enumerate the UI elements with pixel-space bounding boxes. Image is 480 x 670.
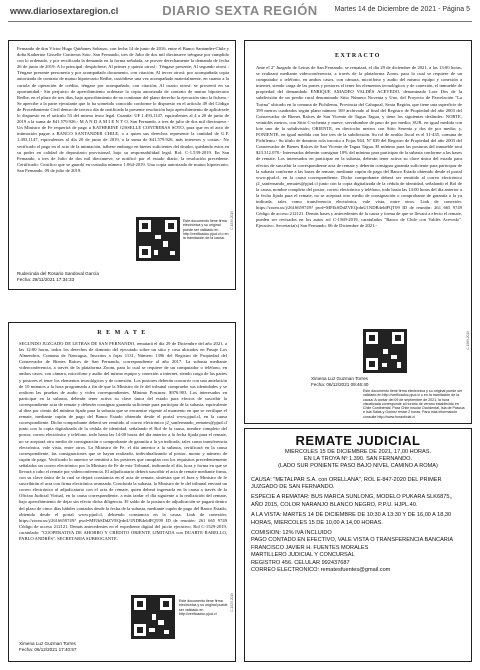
ad-payment: PAGO CONTADO EN EFECTIVO, VALE VISTA O TRANSFERENCIA BANCARIA [251, 537, 454, 544]
signer-block [311, 376, 441, 387]
notice-extracto [244, 40, 472, 424]
masthead [0, 0, 480, 24]
signer-date: Fecha: 06/12/2021 17:40:57 [19, 646, 77, 652]
ad-registry-phone: REGISTRO 456. CELULAR 992437687 [251, 559, 350, 566]
signature-note: Este documento tiene firma electrónica y su original puede ser validado en http://verificadoc.pjud.cl o en la tramitación de la causa. A contar del 09 de septiembre de 2021, la hora visualizada corresponde al horario de verano establecido en Chile Continental. Para Chile Insular Occidental, Isla de Pascua e Isla Salas y Gómez restar 2 horas. Para más información consulte http://www.horaoficial.cl [363, 389, 465, 419]
ad-item: ESPECIE A REMATAR: BUS MARCA SUNLONG, MODELO PUKARA SLK6875,, AÑO 2015, COLOR NARANJO BLANCO NEGRO, P.P.U. HJPL.40. [251, 494, 453, 508]
ad-details [251, 477, 465, 575]
signer-name: Rudecinda del Rosario Sandoval García [17, 271, 99, 276]
extracto-heading: EXTRACTO [335, 53, 381, 59]
qr-code-icon [363, 329, 407, 373]
signer-name: Ximena Luz Guzman Torres [19, 641, 76, 646]
extracto-body: Ante el 2º Juzgado de Letras de San Fernando, se rematará, el día 29 de diciembre de 2021, a las 13:00 horas, se realizará mediante videoconferencia, a través de la plataforma Zoom, para lo cual se requiere de un computador o teléfono, en ambos casos, con cámara, micrófono y audio del mismo equipo y conexión a internet, siendo carga de las partes y postores el tener los elementos tecnológicos y de conexión, el inmueble de propiedad del demandado ENRIQUE AMADEO VALDÉS ACEVEDO, denominado Lote Dos de la subdivisión de un predio rural denominado Sitio Número Noventa y Uno, del Proyecto de Parcelación "La Torina" ubicado en la comuna de Pichilemu, Provincia del Cahapoal, Sexta Región, que tiene una superficie de 399 metros cuadrados según plano número 169 archivado al final del Registro de Propiedad del año 2003 del Conservador de Bienes Raíces de San Vicente de Tagua Tagua, y tiene los siguientes deslindes: NORTE, veintidós metros, con Sitio C-ochenta y nueve, servidumbre de paso de por medio; SUR, en igual medida con lote uno de la subdivisión; ORIENTE, en dieciocho metros con Sitio Sesenta y dos de por medio; y, PONIENTE, en igual medida con lote tres de la subdivisión. Su rol de avalúo fiscal es el 31-435, comuna de Pichilemu.- Su título de dominio rola inscrito a Fojas 944, Nº 839 del Registro de Propiedad del año 2003 del Conservador de Bienes Raíces de San Vicente de Tagua Tagua. El mínimo para las posturas del inmueble será $23.312.078.- Interesados deberán consignar 10% del mínimo para participar de la subasta conforme a las bases de remate. Los interesados en participar en la subasta, deberán tener activa su clave única del estado para efectos de suscribir la correspondiente acta de remate y deberán consignar garantía suficiente para participar de la subasta conforme a las bases de remate, mediante cupón de pago del Banco Estado obtenido desde el portal www.pjud.cl, en la causa correspondiente. Dicho comprobante deberá ser remitido al correo electrónico j2_sanfernando_remates@pjud.cl junto con la copia digitalizada de la cédula de identidad, señalando el Rol de la causa, nombre completo del postor, correo electrónico y teléfono, todo hasta las 14:00 horas del día anterior a la fecha fijada para el remate, no se aceptará otro medio de consignación o comprobante de garantía a la ya indicada, tales como transferencia electrónica, vale vista, entre otros. Link de conexión: https://zoom.us/j/2616659749? pwd=MFJkSDdZVEQrdnU1NDB4eldFQT09 ID de reunión: 261 665 9749 Código de acceso 212121. Demás bases y antecedentes de la causa y forma de que se llevará a efecto el remate, pueden ser revisados en los autos rol C-1569-2019, caratulados "Banco de Chile con Valdés Acevedo". Ejecutivo. Secretaría(s) San Fernando, 06 de Diciembre de 2021.- [256, 65, 462, 229]
remate-body: SEGUNDO JUZGADO DE LETRAS DE SAN FERNANDO, rematará el día 29 de Diciembre del año 2021, a las 12:00 horas, todos los derechos de dominio del ejecutado sobre un sitio y casa ubicados en Pasaje Los Almendros, Comuna de Nancagua, Inscritos a fojas 1131, Número 1396 del Registro de Propiedad del Conservador de Bienes Raíces de San Fernando, correspondiente al año 2017. La subasta mediante videoconferencia, a través de la plataforma Zoom, para lo cual se requiere de un computador o teléfono, en ambos casos, con cámara, micrófono y audio del mismo equipo y conexión a internet, siendo carga de las partes y postores el tener los elementos tecnológicos y de conexión. Los postores deberán concurrir con una antelación de 10 minutos a la hora programada a fin de que la Ministro de fe del tribunal compruebe sus identidades y se realicen las pruebas de audio y video correspondientes. Mínimo Posturas: $976.903. Los interesados en participar en la subasta, deberán tener activa su clave única del estado para efectos de suscribir la correspondiente acta de remate y deberán consignar garantía suficiente para participar de la subasta, equivalente al diez por ciento del mínimo fijado para la subasta que se encuentre vigente al momento en que se verifique el remate, mediante cupón de pago del Banco Estado obtenido desde el portal www.pjud.cl, en la causa correspondiente. Dicho comprobante deberá ser remitido al correo electrónico j2_sanfernando_remates@pjud.cl junto con la copia digitalizada de la cédula de identidad, señalando el Rol de la causa, nombre completo del postor, correo electrónico y teléfono, todo hasta las 14:00 horas del día anterior a la fecha fijada para el remate, no se aceptará otro medio de consignación o comprobante de garantía a la ya indicada, tales como transferencia electrónica, vale vista, entre otros. La Ministro de Fe, el día anterior a la subasta, certificará en la causa correspondiente, las consignaciones que se hayan realizado, individualizando al postor, monto y número de cupón de pago. Verificado lo anterior se remitirá a los postores que cumplan con los requisitos precedentemente señalados un correo electrónico por la Ministro de Fe de este Tribunal, indicando el día, hora y forma en que se llevará a cabo el remate por videoconferencia. El adjudicatario deberá suscribir el acta de remate mediante firma, con su clave única de la cual se dejará constancia en el acta de remate, siniestra que el Juez y Ministro de fe suscribirán el acta con firma electrónica avanzada. Concluida la subasta, la Ministro de fe del tribunal enviará un correo electrónico al adjudicatario con el acta de remate, quien deberá ingresarla en la causa a través de la Oficina Judicial Virtual, en la causa correspondiente, a más tardar el día siguiente a la realización del remate, bajo apercibimiento de dejar sin efecto dicha diligencia. El saldo de la postura de adjudicación se pagará dentro del plazo de cinco días hábiles contados desde la fecha de la subasta, mediante cupón de pago del Banco Estado, obtenido desde el portal www.pjud.cl, debiendo constancia en la causa. Link de conexión: https://zoom.us/j/2616659749? pwd=MFJkSDdZVEQrdnU1NDB4eldFQT09 ID de reunión: 261 665 9749 Código de acceso 212121. Demás antecedentes en el expediente digital del juicio ejecutivo, Rol C-1529-2019, caratulado: "COOPERATIVA DE AHORRO Y CRÉDITO ORIENTE LIMITADA con DUARTE RABELLO, PABLO ANDRÉS". SECRETARIA SUBROGANTE. [19, 341, 227, 541]
ad-viewing-hours: A LA VISTA: MARTES 14 DE DICIEMBRE DE 10:30 A 13:30 Y DE 16,00 A 18,30 HORAS, MIERCOLES 15 DE 10,00 A 14,00 HORAS. [251, 512, 452, 526]
ad-address-line: EN LA TROYA Nº 1.390. SAN FERNANDO. [303, 456, 413, 463]
signer-date: Fecha: 28/11/2021 17:34:33 [17, 276, 75, 282]
ad-date-line: MIERCOLES 15 DE DICIEMBRE DE 2021, 17,00 HORAS. [284, 449, 432, 455]
ad-subheader [245, 449, 471, 471]
site-url[interactable]: www.diariosextaregion.cl [10, 6, 119, 16]
ad-location-hint: (LADO SUR PONIENTE PASO BAJO NIVEL CAMINO A ROMA) [278, 463, 438, 470]
signer-block [19, 641, 149, 652]
issue-date: Martes 14 de Diciembre de 2021 - Página 5 [334, 6, 470, 13]
ad-email[interactable]: CORREO ELECTRONICO: rematesfuentes@gmail.com [251, 567, 391, 574]
ad-role: MARTILLERO JUDICIAL Y CONCURSAL [251, 552, 355, 559]
notice-top-left [8, 40, 236, 290]
margin-code: C-1539-2019 [230, 211, 234, 230]
qr-code-icon [136, 217, 180, 261]
signer-name: Ximena Luz Guzman Torres [311, 376, 368, 381]
qr-code-icon [131, 595, 175, 639]
notice-remate [8, 322, 236, 662]
remate-heading: R E M A T E [97, 330, 147, 336]
notice-body: Fernando de don Víctor Hugo Quiñones Sobarzo, con fecha 14 de junio de 2016, entre el Banco Santander-Chile y doña Katherine Gisselle Contreras Soto. San Fernando, tres de Julio de dos mil diecinueve tréngase por cumplido con lo ordenado, y por rectificada la demanda en la forma señalada, se provee derechamente la demanda de fecha 26 de junio de 2019: A lo principal: despáchese; Al primer y quinto otrosí : Téngase presente; Al segundo otrosí : Téngase presente personería y por acompañado documento, con citación; Al tercer otrosí: por acompañada copia autorizada de contrato de mutuo hipotecario Redbe, custódiese una vez acompañado materialmente, en cuanto a la cartola de operación de crédito, téngase por acompañado, con citación; Al cuarto otrosí: se proveerá en su oportunidad.- Sin perjuicio de apercibimiento ordenase la copia autorizada de contrato de mutuo hipotecario Redbe, en el plazo de tres días, bajo apercibimiento de no continuar del plano derecho la ejecución sino la fichero.- Se apercibe a la parte ejecutante que lo ha sometido conocido conforme lo dispuesto en el artículo 49 del Código de Procedimiento Civil dentro de tercero día de notificada la presente resolución bajo apercibimiento de aplicársele lo dispuesto en el artículo 53 del mismo texto legal. Cuantía: UF 1.493,1147, equivalentes al 4 a 20 de junio de 2019 a la suma de $41.579.926.- M A N D A M I E N T O, San Fernando, a tres de julio de dos mil diecinueve.- Un Ministro de Fe requerirá de pago a KATHERINE GISSELLE CONTRERAS SOTO, para que en el acto de intimación pague a BANCO SANTANDER CHILE, o a quien sus derechos represente la cantidad de U.F. 1.493,1147, equivalentes al día 20 de junio de 2019, a la suma de $41.579.926, más intereses y costas.- No verificado el pago en el acto de la intimación, trábese embargo en bienes suficientes del deudor, quedando estos en su poder en calidad de depositario provisional, bajo su responsabilidad legal. Rol: C-1.539-2019. En San Fernando, a tres de Julio de dos mil diecinueve, se notificó por el estado diario, la resolución precedente. Certificado: Certifico que se guardó en custodia número 1.064-2019. Una copia autorizada de mutuo hipotecario. San Fernando, 09 de julio de 2019. [17, 46, 229, 173]
signer-block [17, 271, 147, 282]
signature-note: Este documento tiene firma electrónica y su original puede ser validado en http://verificadoc.pjud.cl [179, 599, 228, 616]
margin-code: C-1569-2019 [466, 331, 470, 350]
masthead-rule [8, 21, 472, 22]
signer-date: Fecha: 06/12/2021 09:46:40 [311, 381, 369, 387]
ad-remate-judicial [244, 428, 472, 662]
margin-code: C-1529-2019 [230, 593, 234, 612]
signature-note: Este documento tiene firma electrónica y su original puede ser validado en http://verificadoc.pjud.cl o en la tramitación de la causa. [183, 219, 229, 241]
ad-auctioneer: FRANCISCO JAVIER H. FUENTES MORALES [251, 544, 369, 551]
newspaper-title: DIARIO SEXTA REGIÓN [162, 3, 318, 18]
ad-commission: COMISION: 12% IVA INCLUIDO [251, 530, 332, 537]
ad-cause: CAUSA: "METALPAR S.A. con ORELLANA", ROL E-847-2020 DEL PRIMER JUZGADO DE SAN FERNANDO. [251, 476, 442, 491]
ad-title: REMATE JUDICIAL [295, 433, 421, 448]
